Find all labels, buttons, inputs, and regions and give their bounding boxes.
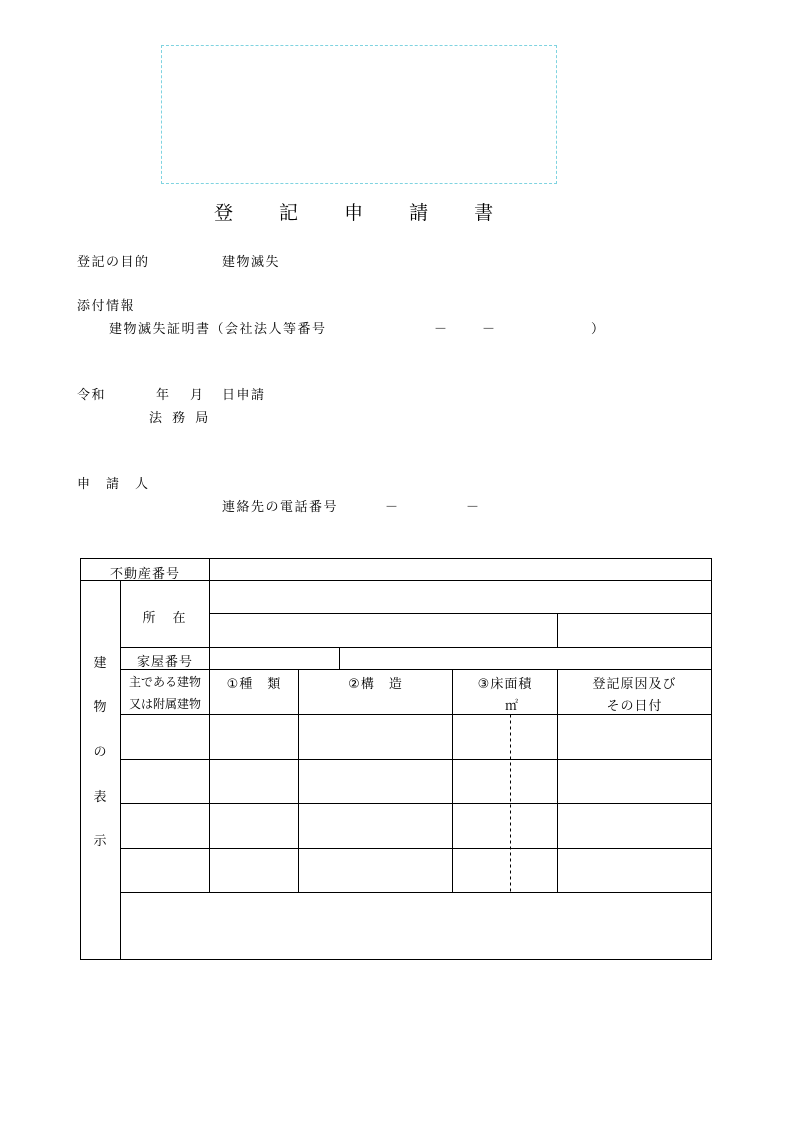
house-number-label: 家屋番号	[136, 655, 193, 670]
applicant-label: 申 請 人	[77, 477, 150, 492]
type-column-label: ①種 類	[226, 677, 282, 692]
side-label-no: の	[93, 745, 108, 760]
date-of-cause-label: その日付	[606, 699, 663, 714]
corp-no-dash-1: －	[434, 322, 449, 337]
purpose-label: 登記の目的	[77, 255, 150, 270]
realestate-number-label: 不動産番号	[109, 567, 180, 582]
main-building-label: 主である建物	[128, 675, 201, 689]
legal-affairs-bureau: 法 務 局	[149, 411, 212, 426]
day-application-label: 日申請	[222, 388, 266, 403]
floor-area-column-label: ③床面積	[477, 677, 533, 692]
purpose-value: 建物滅失	[222, 255, 281, 270]
corp-no-close-paren: ）	[591, 322, 606, 337]
side-label-ken: 建	[93, 656, 108, 671]
era-label: 令和	[77, 388, 107, 403]
side-label-ji: 示	[93, 834, 108, 849]
attachments-label: 添付情報	[77, 299, 136, 314]
phone-dash-1: －	[385, 500, 400, 515]
phone-label: 連絡先の電話番号	[222, 500, 339, 515]
side-label-hyou: 表	[93, 790, 108, 805]
revenue-stamp-area	[161, 45, 557, 184]
document-title: 登 記 申 請 書	[214, 202, 514, 224]
month-label: 月	[190, 388, 205, 403]
phone-dash-2: －	[466, 500, 481, 515]
annex-building-label: 又は附属建物	[128, 697, 201, 711]
structure-column-label: ②構 造	[348, 677, 403, 692]
side-label-butsu: 物	[93, 700, 108, 715]
registration-cause-label: 登記原因及び	[592, 677, 677, 692]
corp-no-dash-2: －	[482, 322, 497, 337]
attachment-item: 建物滅失証明書（会社法人等番号	[109, 322, 327, 337]
square-meter-unit: ㎡	[504, 699, 519, 714]
location-label: 所 在	[142, 611, 188, 626]
year-label: 年	[156, 388, 171, 403]
